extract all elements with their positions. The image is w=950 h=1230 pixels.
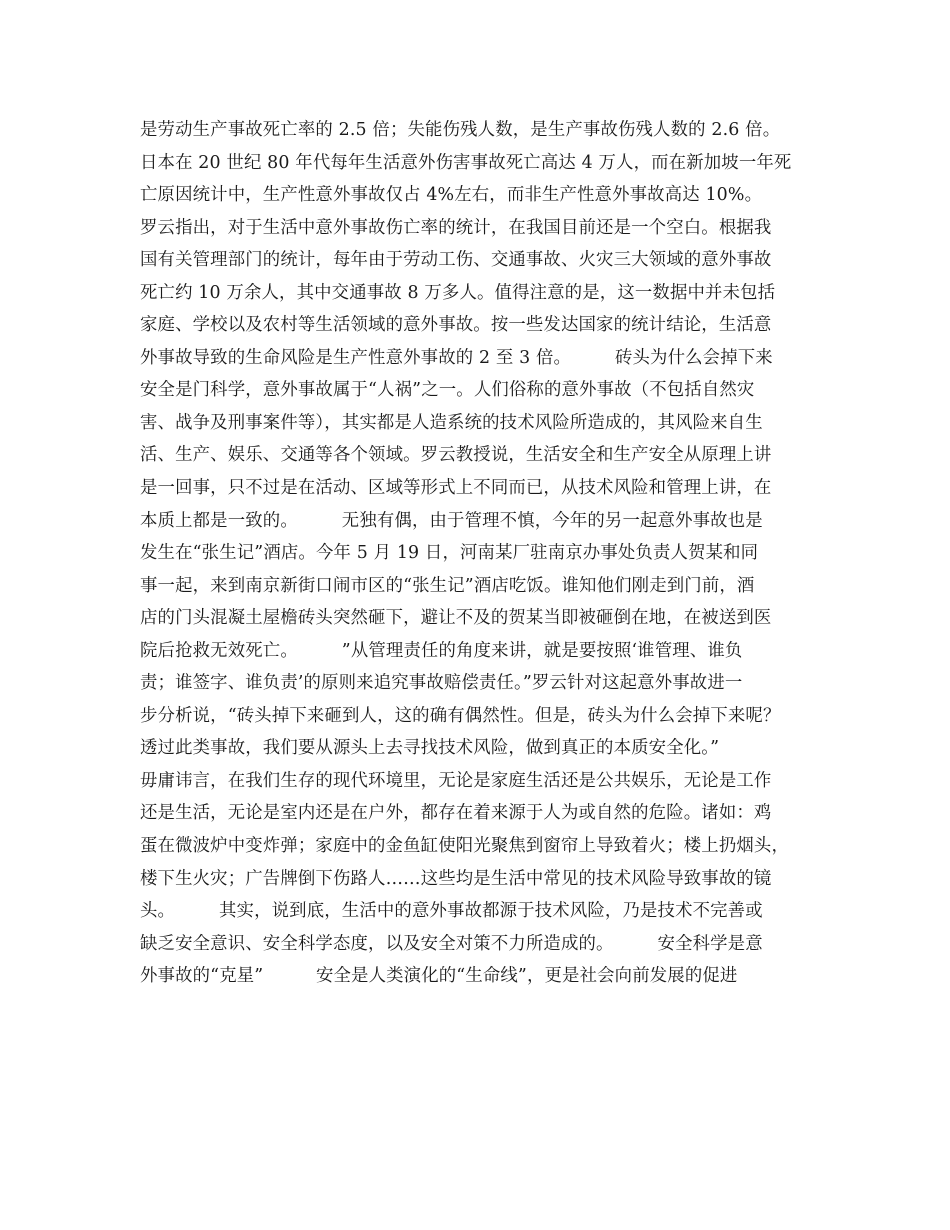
text-line-7: 家庭、学校以及农村等生活领域的意外事故。按一些发达国家的统计结论，生活意	[140, 315, 772, 336]
text-line-18: 责；谁签字、谁负责’的原则来追究事故赔偿责任。”罗云针对这起意外事故进一	[140, 673, 743, 694]
text-line-16: 店的门头混凝土屋檐砖头突然砸下，避让不及的贺某当即被砸倒在地，在被送到医	[140, 608, 772, 629]
text-line-14: 发生在“张生记”酒店。今年 5 月 19 日，河南某厂驻南京办事处负责人贺某和同	[140, 543, 759, 564]
text-line-21: 毋庸讳言，在我们生存的现代环境里，无论是家庭生活还是公共娱乐，无论是工作	[140, 770, 772, 791]
text-line-12: 是一回事，只不过是在活动、区域等形式上不同而已，从技术风险和管理上讲，在	[140, 478, 772, 499]
text-line-3: 亡原因统计中，生产性意外事故仅占 4%左右，而非生产性意外事故高达 10%。	[140, 185, 763, 206]
text-line-24: 楼下生火灾；广告牌倒下伤路人……这些均是生活中常见的技术风险导致事故的镜	[140, 868, 772, 889]
body-text	[140, 114, 820, 993]
text-line-19: 步分析说，“砖头掉下来砸到人，这的确有偶然性。但是，砖头为什么会掉下来呢？	[140, 705, 781, 726]
text-line-2: 日本在 20 世纪 80 年代每年生活意外伤害事故死亡高达 4 万人，而在新加坡一年死	[140, 152, 792, 173]
text-line-23: 蛋在微波炉中变炸弹；家庭中的金鱼缸使阳光聚焦到窗帘上导致着火；楼上扔烟头，	[140, 836, 790, 857]
text-line-17: 院后抢救无效死亡。 ”从管理责任的角度来讲，就是要按照‘谁管理、谁负	[140, 640, 743, 661]
text-line-5: 国有关管理部门的统计，每年由于劳动工伤、交通事故、火灾三大领域的意外事故	[140, 250, 772, 271]
text-line-4: 罗云指出，对于生活中意外事故伤亡率的统计，在我国目前还是一个空白。根据我	[140, 217, 772, 238]
text-line-20: 透过此类事故，我们要从源头上去寻找技术风险，做到真正的本质安全化。”	[140, 738, 720, 759]
text-line-10: 害、战争及刑事案件等），其实都是人造系统的技术风险所造成的，其风险来自生	[140, 412, 763, 433]
text-line-22: 还是生活，无论是室内还是在户外，都存在着来源于人为或自然的危险。诸如：鸡	[140, 803, 772, 824]
text-line-11: 活、生产、娱乐、交通等各个领域。罗云教授说，生活安全和生产安全从原理上讲	[140, 445, 772, 466]
text-line-25: 头。 其实，说到底，生活中的意外事故都源于技术风险，乃是技术不完善或	[140, 901, 763, 922]
text-line-27: 外事故的“克星” 安全是人类演化的“生命线”，更是社会向前发展的促进	[140, 966, 738, 987]
text-line-15: 事一起，来到南京新街口闹市区的“张生记”酒店吃饭。谁知他们刚走到门前，酒	[140, 575, 755, 596]
text-line-13: 本质上都是一致的。 无独有偶，由于管理不慎，今年的另一起意外事故也是	[140, 510, 763, 531]
text-line-9: 安全是门科学，意外事故属于“人祸”之一。人们俗称的意外事故（不包括自然灾	[140, 380, 755, 401]
text-line-6: 死亡约 10 万余人，其中交通事故 8 万多人。值得注意的是，这一数据中并未包括	[140, 282, 776, 303]
text-line-26: 缺乏安全意识、安全科学态度，以及安全对策不力所造成的。 安全科学是意	[140, 933, 763, 954]
text-line-1: 是劳动生产事故死亡率的 2.5 倍；失能伤残人数，是生产事故伤残人数的 2.6 倍。	[140, 120, 781, 140]
text-line-8: 外事故导致的生命风险是生产性意外事故的 2 至 3 倍。 砖头为什么会掉下来	[140, 347, 773, 368]
